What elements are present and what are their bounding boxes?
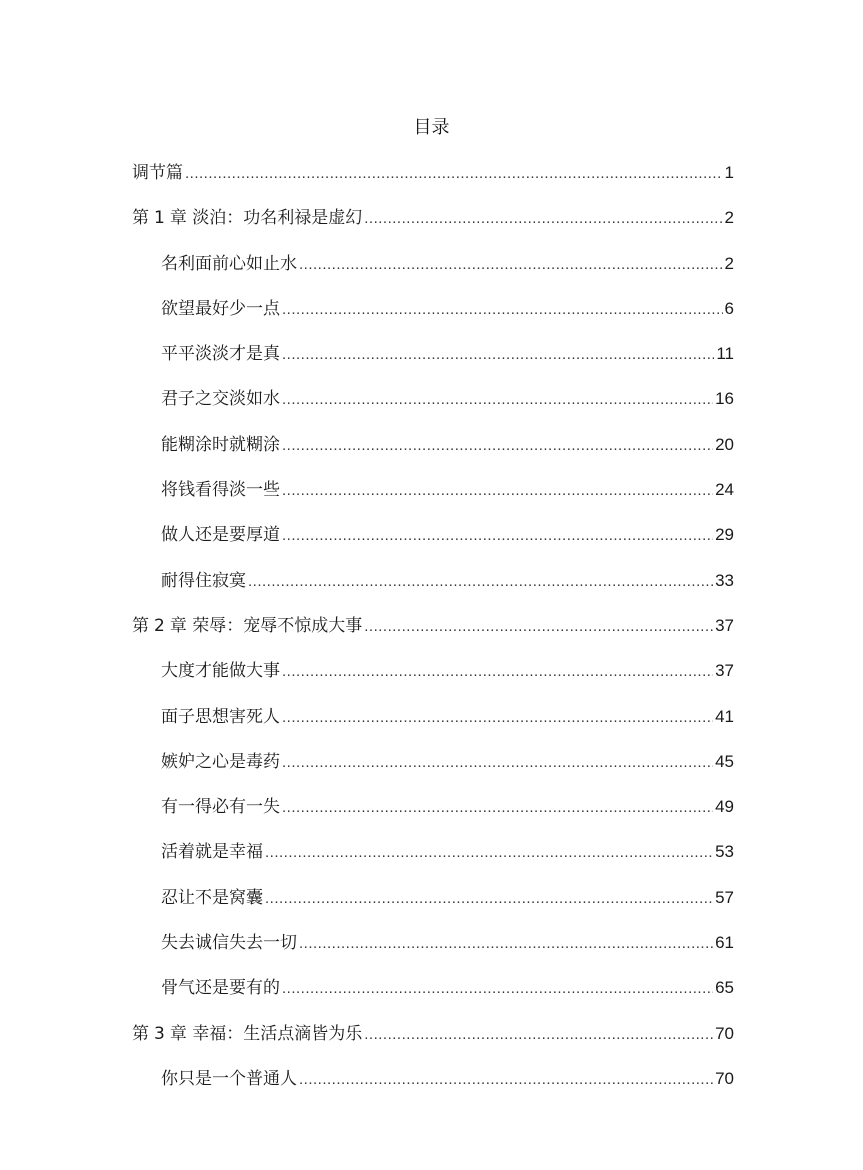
toc-entry[interactable] bbox=[132, 567, 734, 612]
page-number: 29 bbox=[715, 525, 734, 545]
entry-title: 失去诚信失去一切 bbox=[161, 933, 297, 954]
page-number: 2 bbox=[724, 208, 734, 228]
page-number: 11 bbox=[716, 344, 734, 364]
toc-entry[interactable] bbox=[132, 521, 734, 566]
dot-leader bbox=[282, 704, 713, 732]
toc-entry[interactable] bbox=[132, 250, 734, 295]
entry-title: 耐得住寂寞 bbox=[161, 570, 246, 591]
entry-title: 君子之交淡如水 bbox=[161, 389, 280, 410]
page-number: 49 bbox=[715, 797, 734, 817]
page-number: 61 bbox=[715, 933, 734, 953]
entry-title: 大度才能做大事 bbox=[161, 661, 280, 682]
entry-title: 第 1 章 淡泊：功名利禄是虚幻 bbox=[132, 208, 363, 229]
page-number: 37 bbox=[715, 615, 734, 635]
dot-leader bbox=[299, 930, 713, 958]
toc-entry[interactable] bbox=[132, 703, 734, 748]
page-number: 70 bbox=[715, 1023, 734, 1043]
dot-leader bbox=[282, 749, 713, 777]
toc-entry[interactable] bbox=[132, 884, 734, 929]
entry-title: 将钱看得淡一些 bbox=[161, 480, 280, 501]
toc-entry[interactable] bbox=[132, 204, 734, 249]
dot-leader bbox=[282, 975, 713, 1003]
dot-leader bbox=[282, 477, 713, 505]
entry-title: 忍让不是窝囊 bbox=[161, 887, 263, 908]
page-number: 57 bbox=[715, 887, 734, 907]
toc-entry[interactable] bbox=[132, 431, 734, 476]
entry-title: 活着就是幸福 bbox=[161, 842, 263, 863]
page-number: 37 bbox=[715, 661, 734, 681]
page-number: 1 bbox=[724, 163, 734, 182]
dot-leader bbox=[364, 613, 713, 641]
toc-entry[interactable] bbox=[132, 159, 734, 204]
entry-title: 有一得必有一失 bbox=[161, 797, 280, 818]
dot-leader bbox=[185, 160, 723, 188]
toc-entry[interactable] bbox=[132, 295, 734, 340]
dot-leader bbox=[282, 386, 713, 414]
entry-title: 嫉妒之心是毒药 bbox=[161, 751, 280, 772]
entry-title: 平平淡淡才是真 bbox=[161, 344, 280, 365]
page-number: 41 bbox=[715, 706, 734, 726]
entry-title: 面子思想害死人 bbox=[161, 706, 280, 727]
page-number: 16 bbox=[715, 389, 734, 409]
page-number: 24 bbox=[715, 480, 734, 500]
entry-title: 能糊涂时就糊涂 bbox=[161, 434, 280, 455]
toc-entry[interactable] bbox=[132, 340, 734, 385]
toc-entry[interactable] bbox=[132, 612, 734, 657]
page-number: 2 bbox=[724, 253, 734, 273]
toc-entry[interactable] bbox=[132, 1065, 734, 1110]
page-number: 53 bbox=[715, 842, 734, 862]
toc-entry[interactable] bbox=[132, 974, 734, 1019]
page-number: 33 bbox=[715, 570, 734, 590]
dot-leader bbox=[248, 568, 713, 596]
toc-entry[interactable] bbox=[132, 476, 734, 521]
page-title: 目录 bbox=[413, 117, 450, 138]
toc-entry[interactable] bbox=[132, 793, 734, 838]
dot-leader bbox=[282, 522, 713, 550]
page-number: 20 bbox=[715, 434, 734, 454]
dot-leader bbox=[282, 432, 713, 460]
entry-title: 做人还是要厚道 bbox=[161, 525, 280, 546]
entry-title: 调节篇 bbox=[132, 163, 183, 183]
entry-title: 第 2 章 荣辱：宠辱不惊成大事 bbox=[132, 615, 363, 636]
dot-leader bbox=[299, 251, 723, 279]
dot-leader bbox=[265, 839, 713, 867]
toc-entry[interactable] bbox=[132, 385, 734, 430]
dot-leader bbox=[265, 885, 713, 913]
dot-leader bbox=[282, 296, 723, 324]
entry-title: 你只是一个普通人 bbox=[161, 1068, 297, 1089]
dot-leader bbox=[282, 341, 714, 369]
toc-entry[interactable] bbox=[132, 657, 734, 702]
entry-title: 名利面前心如止水 bbox=[161, 253, 297, 274]
toc-entry[interactable] bbox=[132, 929, 734, 974]
dot-leader bbox=[299, 1066, 713, 1094]
toc-entry[interactable] bbox=[132, 838, 734, 883]
entry-title: 骨气还是要有的 bbox=[161, 978, 280, 999]
dot-leader bbox=[364, 1021, 713, 1049]
dot-leader bbox=[282, 658, 713, 686]
page-number: 70 bbox=[715, 1068, 734, 1088]
page-number: 65 bbox=[715, 978, 734, 998]
page-number: 45 bbox=[715, 751, 734, 771]
dot-leader bbox=[282, 794, 713, 822]
dot-leader bbox=[364, 205, 722, 233]
page-number: 6 bbox=[724, 298, 734, 318]
entry-title: 欲望最好少一点 bbox=[161, 298, 280, 319]
entry-title: 第 3 章 幸福：生活点滴皆为乐 bbox=[132, 1023, 363, 1044]
toc-list bbox=[132, 159, 734, 1110]
toc-entry[interactable] bbox=[132, 748, 734, 793]
toc-entry[interactable] bbox=[132, 1020, 734, 1065]
